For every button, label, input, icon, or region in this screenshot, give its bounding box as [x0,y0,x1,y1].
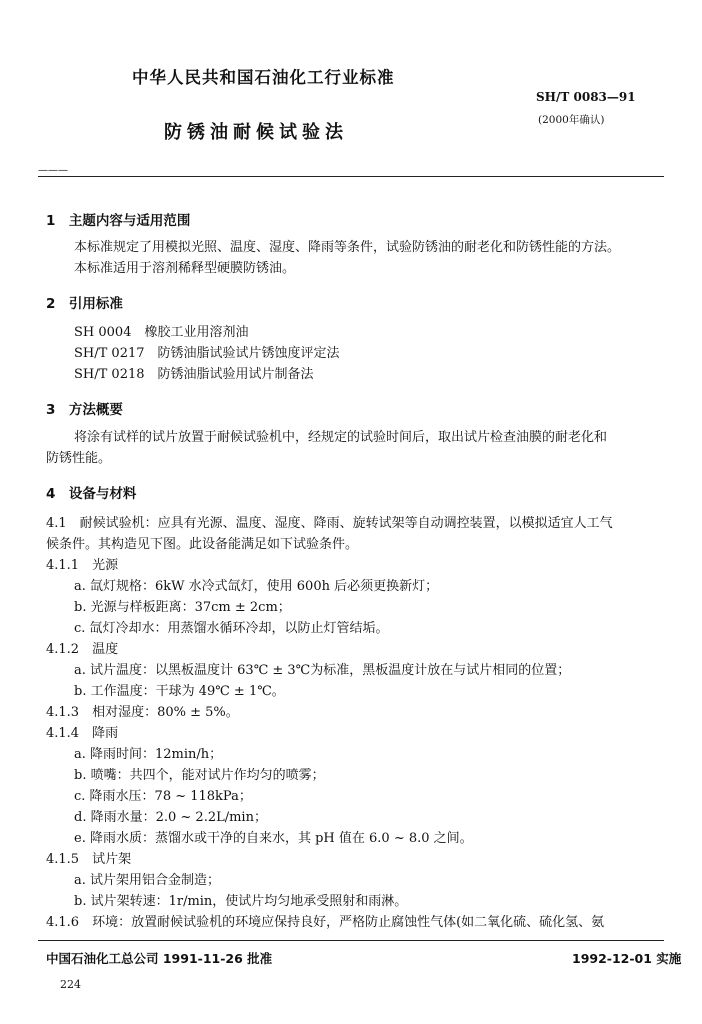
list-item: b. 试片架转速：1r/min，使试片均匀地承受照射和雨淋。 [74,894,408,909]
section-1-para-1: 本标准规定了用模拟光照、温度、湿度、降雨等条件，试验防锈油的耐老化和防锈性能的方法。 [74,240,621,255]
clause-4-1-line-1: 4.1 耐候试验机：应具有光源、温度、湿度、降雨、旋转试架等自动调控装置，以模拟适宜人工气 [46,516,613,531]
approval-line: 中国石油化工总公司 1991-11-26 批准 [46,951,273,966]
section-1-para-2: 本标准适用于溶剂稀释型硬膜防锈油。 [74,261,296,276]
section-2-heading: 2 引用标准 [46,296,123,312]
clause-4-1-2-heading: 4.1.2 温度 [46,642,119,657]
org-title: 中华人民共和国石油化工行业标准 [132,68,395,87]
implementation-date: 1992-12-01 实施 [572,951,682,966]
clause-4-1-4-heading: 4.1.4 降雨 [46,726,119,741]
list-item: a. 试片温度：以黑板温度计 63℃ ± 3℃为标准，黑板温度计放在与试片相同的位置； [74,663,571,678]
reference-item: SH 0004 橡胶工业用溶剂油 [74,325,249,340]
list-item: c. 氙灯冷却水：用蒸馏水循环冷却，以防止灯管结垢。 [74,621,389,636]
section-3-heading: 3 方法概要 [46,402,123,418]
list-item: a. 降雨时间：12min/h； [74,747,223,762]
list-item: c. 降雨水压：78 ~ 118kPa； [74,789,252,804]
list-item: a. 试片架用铝合金制造； [74,873,221,888]
clause-4-1-line-2: 候条件。其构造见下图。此设备能满足如下试验条件。 [46,537,359,552]
clause-4-1-5-heading: 4.1.5 试片架 [46,852,132,867]
clause-4-1-6: 4.1.6 环境：放置耐候试验机的环境应保持良好，严格防止腐蚀性气体(如二氧化硫、硫化氢、氨 [46,915,605,930]
reference-item: SH/T 0217 防锈油脂试验试片锈蚀度评定法 [74,346,340,361]
clause-4-1-1-heading: 4.1.1 光源 [46,558,119,573]
section-1-heading: 1 主题内容与适用范围 [46,213,191,229]
list-item: b. 工作温度：干球为 49℃ ± 1℃。 [74,684,285,699]
page-number: 224 [60,978,81,991]
document-title: 防锈油耐候试验法 [164,122,348,143]
section-4-heading: 4 设备与材料 [46,486,137,502]
list-item: b. 喷嘴：共四个，能对试片作均匀的喷雾； [74,768,325,783]
standard-code: SH/T 0083—91 [536,90,636,104]
list-item: e. 降雨水质：蒸馏水或干净的自来水，其 pH 值在 6.0 ~ 8.0 之间。 [74,831,473,846]
list-item: a. 氙灯规格：6kW 水冷式氙灯，使用 600h 后必须更换新灯； [74,579,439,594]
list-item: b. 光源与样板距离：37cm ± 2cm； [74,600,291,615]
reconfirm-note: (2000年确认) [538,114,605,126]
section-3-para-line-1: 将涂有试样的试片放置于耐候试验机中，经规定的试验时间后，取出试片检查油膜的耐老化和 [74,430,608,445]
header-rule [38,176,664,177]
clause-4-1-3: 4.1.3 相对湿度：80% ± 5%。 [46,705,239,720]
dash-mark: ——— [38,165,68,176]
footer-rule [38,940,664,941]
section-3-para-line-2: 防锈性能。 [46,451,112,466]
list-item: d. 降雨水量：2.0 ~ 2.2L/min； [74,810,267,825]
reference-item: SH/T 0218 防锈油脂试验用试片制备法 [74,367,314,382]
